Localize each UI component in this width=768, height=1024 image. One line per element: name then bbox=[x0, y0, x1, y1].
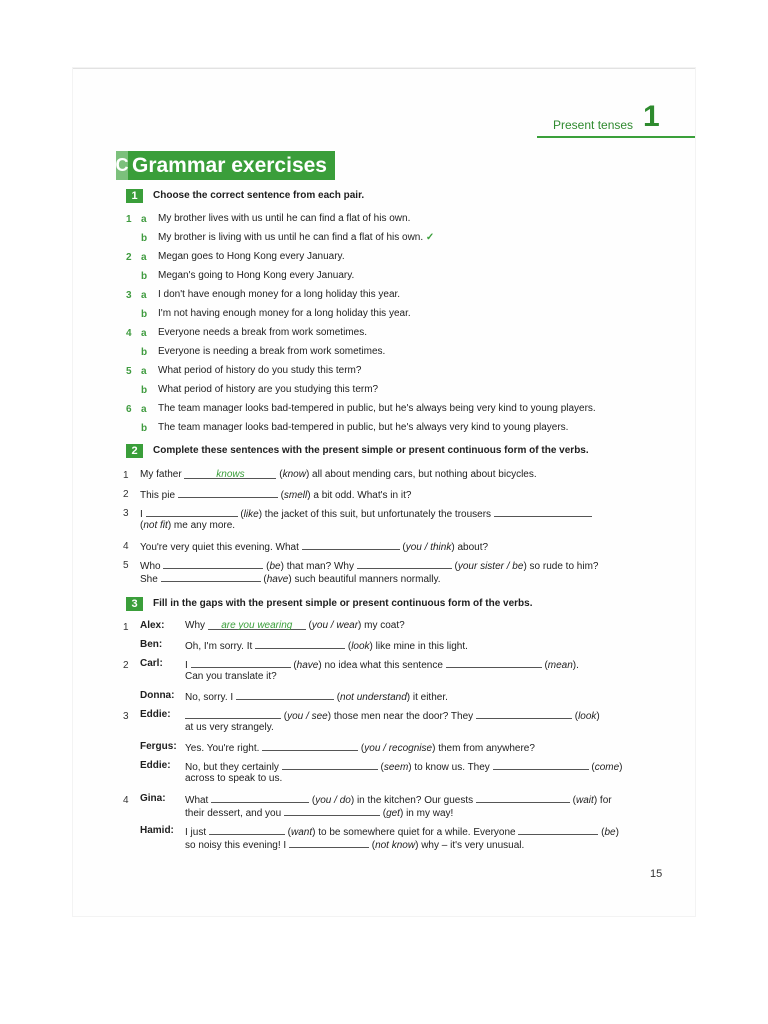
item-number: 1 bbox=[126, 214, 132, 225]
item-number: 6 bbox=[126, 404, 132, 415]
option-a: What period of history do you study this term? bbox=[158, 365, 362, 376]
sentence-number: 3 bbox=[123, 508, 129, 519]
answer-blank[interactable] bbox=[476, 709, 572, 719]
answer-blank[interactable] bbox=[289, 838, 369, 848]
option-letter: a bbox=[141, 366, 147, 377]
option-letter: b bbox=[141, 271, 148, 282]
answer-blank[interactable] bbox=[211, 793, 309, 803]
section-title: Grammar exercises bbox=[132, 153, 327, 177]
option-b: What period of history are you studying this term? bbox=[158, 384, 379, 395]
exercise-2-instruction: Complete these sentences with the present simple or present continuous form of the verbs. bbox=[153, 445, 589, 456]
answer-blank[interactable] bbox=[262, 741, 358, 751]
item-number: 5 bbox=[126, 366, 132, 377]
answer-blank[interactable] bbox=[518, 825, 598, 835]
item-number: 2 bbox=[126, 252, 132, 263]
option-letter: a bbox=[141, 404, 147, 415]
option-b: My brother is living with us until he can find a flat of his own. ✓ bbox=[158, 232, 435, 243]
answer-blank[interactable] bbox=[284, 806, 380, 816]
option-a: My brother lives with us until he can find a flat of his own. bbox=[158, 213, 411, 224]
answer-blank[interactable] bbox=[178, 488, 278, 498]
ex2-sentence-4: You're very quiet this evening. What (you / think) about? bbox=[140, 542, 489, 553]
speaker-name: Eddie: bbox=[140, 709, 171, 720]
option-b: Megan's going to Hong Kong every January. bbox=[158, 270, 355, 281]
ex2-sentence-3-cont: (not fit) me any more. bbox=[140, 520, 236, 531]
speaker-name: Gina: bbox=[140, 793, 166, 804]
dialogue-number: 4 bbox=[123, 795, 129, 806]
dialogue-number: 1 bbox=[123, 622, 129, 633]
answer-blank[interactable] bbox=[161, 572, 261, 582]
dialogue-line: Oh, I'm sorry. It (look) like mine in this light. bbox=[185, 641, 468, 652]
ex2-sentence-3: I (like) the jacket of this suit, but unfortunately the trousers bbox=[140, 507, 592, 521]
answer-blank[interactable] bbox=[357, 559, 452, 569]
answer-blank[interactable] bbox=[302, 540, 400, 550]
option-a: Megan goes to Hong Kong every January. bbox=[158, 251, 345, 262]
dialogue-line: I just (want) to be somewhere quiet for a while. Everyone (be) bbox=[185, 827, 619, 838]
option-b: The team manager looks bad-tempered in public, but he's always very kind to young players. bbox=[158, 422, 569, 433]
dialogue-line-cont: at us very strangely. bbox=[185, 722, 274, 733]
option-a: Everyone needs a break from work sometimes. bbox=[158, 327, 367, 338]
section-label: Present tenses bbox=[553, 118, 634, 132]
option-a: I don't have enough money for a long holiday this year. bbox=[158, 289, 401, 300]
option-letter: a bbox=[141, 252, 147, 263]
exercise-2-badge: 2 bbox=[126, 444, 143, 458]
option-letter: a bbox=[141, 328, 147, 339]
option-letter: b bbox=[141, 233, 148, 244]
speaker-name: Alex: bbox=[140, 620, 165, 631]
answer-blank[interactable] bbox=[191, 658, 291, 668]
answer-blank[interactable] bbox=[282, 760, 378, 770]
dialogue-line: No, but they certainly (seem) to know us. They (come) bbox=[185, 762, 623, 773]
exercise-3-instruction: Fill in the gaps with the present simple or present continuous form of the verbs. bbox=[153, 598, 533, 609]
answer-blank[interactable] bbox=[255, 639, 345, 649]
dialogue-number: 2 bbox=[123, 660, 129, 671]
dialogue-line: I (have) no idea what this sentence (mean). bbox=[185, 660, 579, 671]
workbook-page bbox=[73, 68, 695, 916]
item-number: 4 bbox=[126, 328, 132, 339]
answer-blank[interactable] bbox=[163, 559, 263, 569]
sentence-number: 2 bbox=[123, 489, 129, 500]
header-rule bbox=[537, 136, 695, 138]
ex2-sentence-5: Who (be) that man? Why (your sister / be) so rude to him? bbox=[140, 561, 599, 572]
dialogue-line: Why are you wearing (you / wear) my coat? bbox=[185, 620, 405, 631]
dialogue-line-cont: their dessert, and you (get) in my way! bbox=[185, 808, 454, 819]
answer-blank[interactable] bbox=[236, 690, 334, 700]
item-number: 3 bbox=[126, 290, 132, 301]
page-top-edge bbox=[73, 68, 695, 69]
exercise-1-instruction: Choose the correct sentence from each pair. bbox=[153, 190, 365, 201]
dialogue-number: 3 bbox=[123, 711, 129, 722]
dialogue-line-cont: so noisy this evening! I (not know) why – it's very unusual. bbox=[185, 840, 525, 851]
option-a: The team manager looks bad-tempered in public, but he's always being very kind to young players. bbox=[158, 403, 596, 414]
option-letter: b bbox=[141, 347, 148, 358]
option-letter: b bbox=[141, 385, 148, 396]
answer-blank[interactable] bbox=[146, 507, 238, 517]
section-banner bbox=[116, 151, 335, 180]
sentence-number: 5 bbox=[123, 560, 129, 571]
ex2-sentence-2: This pie (smell) a bit odd. What's in it? bbox=[140, 490, 412, 501]
option-letter: b bbox=[141, 423, 148, 434]
dialogue-line-cont: Can you translate it? bbox=[185, 671, 277, 682]
sentence-number: 1 bbox=[123, 470, 129, 481]
answer-blank[interactable] bbox=[493, 760, 589, 770]
option-b: I'm not having enough money for a long holiday this year. bbox=[158, 308, 411, 319]
exercise-3-badge: 3 bbox=[126, 597, 143, 611]
option-letter: b bbox=[141, 309, 148, 320]
sentence-number: 4 bbox=[123, 541, 129, 552]
check-mark-icon: ✓ bbox=[425, 232, 435, 243]
answer-blank[interactable]: are you wearing bbox=[208, 620, 306, 630]
dialogue-line: What (you / do) in the kitchen? Our guests (wait) for bbox=[185, 795, 612, 806]
page-number: 15 bbox=[650, 868, 663, 880]
answer-blank[interactable] bbox=[209, 825, 285, 835]
speaker-name: Carl: bbox=[140, 658, 163, 669]
speaker-name: Ben: bbox=[140, 639, 163, 650]
section-letter: C bbox=[116, 151, 128, 180]
option-letter: a bbox=[141, 290, 147, 301]
dialogue-line: Yes. You're right. (you / recognise) them from anywhere? bbox=[185, 743, 535, 754]
speaker-name: Fergus: bbox=[140, 741, 177, 752]
answer-blank[interactable] bbox=[185, 709, 281, 719]
answer-blank[interactable] bbox=[446, 658, 542, 668]
option-letter: a bbox=[141, 214, 147, 225]
speaker-name: Eddie: bbox=[140, 760, 171, 771]
dialogue-line: No, sorry. I (not understand) it either. bbox=[185, 692, 448, 703]
answer-blank[interactable]: knows bbox=[184, 469, 276, 479]
answer-blank[interactable] bbox=[476, 793, 570, 803]
dialogue-line: (you / see) those men near the door? They (look) bbox=[185, 709, 600, 723]
unit-number: 1 bbox=[643, 100, 660, 133]
exercise-1-badge: 1 bbox=[126, 189, 143, 203]
ex2-sentence-5b: She (have) such beautiful manners normally. bbox=[140, 574, 441, 585]
ex2-sentence-1: My father knows (know) all about mending cars, but nothing about bicycles. bbox=[140, 469, 537, 480]
speaker-name: Hamid: bbox=[140, 825, 174, 836]
dialogue-line-cont: across to speak to us. bbox=[185, 773, 283, 784]
speaker-name: Donna: bbox=[140, 690, 175, 701]
answer-blank[interactable] bbox=[494, 507, 592, 517]
option-b: Everyone is needing a break from work sometimes. bbox=[158, 346, 386, 357]
